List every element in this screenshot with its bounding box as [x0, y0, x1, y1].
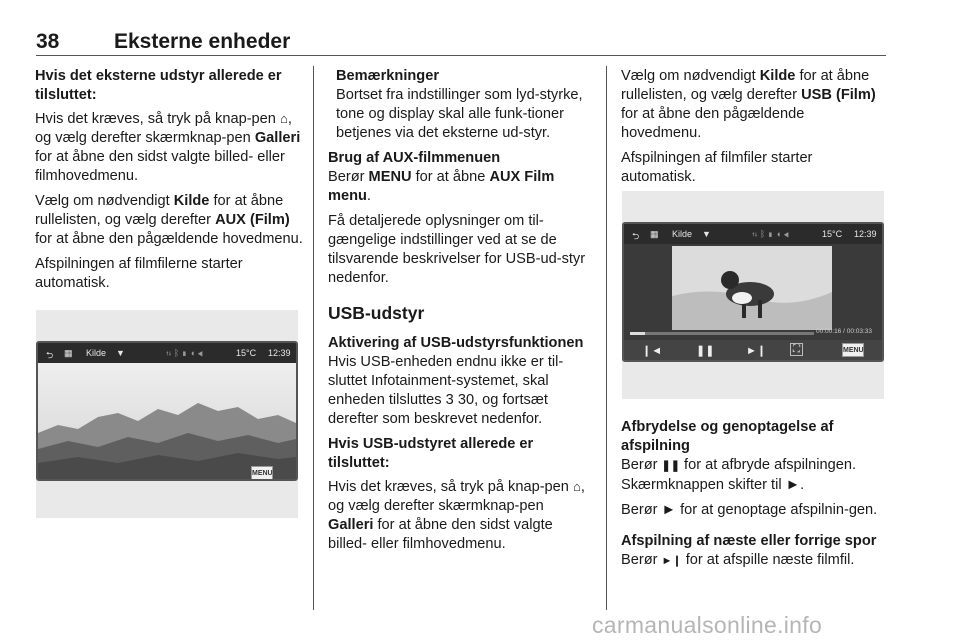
paragraph: Berør ►❙ for at afspille næste filmfil. — [621, 552, 855, 568]
temperature: 15°C — [236, 348, 257, 358]
status-icons: ⇅ ᛒ ▮ ◖ ◀ — [752, 229, 790, 239]
menu-button[interactable]: MENU — [842, 343, 864, 357]
clock: 12:39 — [268, 348, 291, 358]
note-box — [328, 67, 593, 143]
next-track-icon[interactable]: ►❙ — [746, 345, 767, 357]
paragraph: Vælg om nødvendigt Kilde for at åbne rullelisten, og vælg derefter AUX (Film) for at åbne den pågældende hovedmenu. — [35, 193, 303, 247]
section-heading: Afspilning af næste eller forrige spor — [621, 533, 877, 549]
note-text: Bortset fra indstillinger som lyd-styrke, tone og display skal alle funk-tioner betjenes via det eksterne ud-styr. — [336, 87, 583, 141]
clock: 12:39 — [854, 229, 877, 239]
mountain-image — [38, 363, 296, 481]
home-icon: ⌂ — [279, 111, 288, 126]
gallery-icon[interactable]: ▦ — [650, 229, 659, 239]
page-header — [36, 30, 886, 56]
play-icon: ► — [661, 502, 676, 518]
header-divider — [36, 55, 886, 56]
aux-screen-figure — [36, 310, 298, 518]
section-heading: Brug af AUX-filmmenuen — [328, 150, 501, 166]
paragraph: Hvis det kræves, så tryk på knap-pen ⌂, og vælg derefter skærmknap-pen Galleri for at åbne den sidst valgte billed- eller filmhovedmenu. — [35, 111, 301, 184]
status-bar — [38, 343, 296, 363]
page-reference[interactable]: 3 30 — [445, 392, 475, 408]
source-dropdown-label[interactable]: Kilde — [672, 229, 693, 239]
note-title: Bemærkninger — [336, 68, 439, 84]
next-track-icon: ►❙ — [661, 555, 682, 567]
column-3-lower — [621, 418, 887, 577]
section-heading: Hvis det eksterne udstyr allerede er tilsluttet: — [35, 68, 282, 103]
column-1 — [35, 67, 303, 299]
gallery-icon[interactable]: ▦ — [64, 348, 73, 358]
back-icon[interactable]: ⮌ — [46, 350, 54, 360]
playback-controls — [624, 340, 882, 362]
infotainment-screen — [622, 222, 884, 362]
back-icon[interactable]: ⮌ — [632, 231, 640, 241]
column-2 — [328, 67, 593, 560]
section-heading: Hvis USB-udstyret allerede er tilsluttet: — [328, 436, 534, 471]
paragraph: Få detaljerede oplysninger om til-gængelige indstillinger ved at se de tilsvarende beskrivelser for USB-ud-styr nedenfor. — [328, 213, 586, 286]
paragraph: Vælg om nødvendigt Kilde for at åbne rullelisten, og vælg derefter USB (Film) for at åbne den pågældende hovedmenu. — [621, 68, 876, 141]
dog-video-frame — [672, 246, 832, 330]
menu-button[interactable]: MENU — [251, 466, 273, 480]
section-heading: Aktivering af USB-udstyrsfunktionen — [328, 335, 584, 351]
progress-track[interactable] — [630, 332, 814, 335]
temperature: 15°C — [822, 229, 843, 239]
paragraph: Afspilningen af filmfiler starter automatisk. — [621, 150, 813, 185]
paragraph: Hvis USB-enheden endnu ikke er til-sluttet Infotainment-systemet, skal enheden tilsluttes 3 30, og fortsæt derefter som beskrevet nedenfor. — [328, 354, 564, 427]
column-divider-1 — [313, 66, 314, 610]
infotainment-screen — [36, 341, 298, 481]
status-icons: ⇅ ᛒ ▮ ◖ ◀ — [166, 348, 204, 358]
usb-screen-figure — [622, 191, 884, 399]
play-icon: ► — [785, 477, 801, 493]
column-divider-2 — [606, 66, 607, 610]
elapsed-time: 00:00:16 / 00:03:33 — [816, 328, 873, 335]
source-dropdown-label[interactable]: Kilde — [86, 348, 107, 358]
paragraph: Afspilningen af filmfilerne starter automatisk. — [35, 256, 243, 291]
paragraph: Hvis det kræves, så tryk på knap-pen ⌂, og vælg derefter skærmknap-pen Galleri for at åbne den sidst valgte billed- eller filmhovedmenu. — [328, 479, 585, 552]
pause-icon: ❚❚ — [661, 460, 680, 472]
watermark: carmanualsonline.info — [592, 612, 823, 638]
fullscreen-icon[interactable]: ⛶ — [790, 343, 803, 356]
section-heading: Afbrydelse og genoptagelse af afspilning — [621, 419, 834, 454]
chevron-down-icon[interactable]: ▼ — [116, 348, 125, 358]
paragraph: Berør MENU for at åbne AUX Film menu. — [328, 169, 555, 204]
column-3 — [621, 67, 887, 193]
paragraph: Berør ► for at genoptage afspilnin-gen. — [621, 502, 878, 518]
page-title: Eksterne enheder — [114, 30, 291, 53]
status-bar — [624, 224, 882, 244]
page-number: 38 — [36, 30, 60, 53]
progress-fill — [630, 332, 645, 335]
home-icon: ⌂ — [572, 479, 581, 494]
chevron-down-icon[interactable]: ▼ — [702, 229, 711, 239]
section-title: USB-udstyr — [328, 303, 425, 323]
pause-icon[interactable]: ❚❚ — [696, 345, 715, 357]
paragraph: Berør ❚❚ for at afbryde afspilningen. Skærmknappen skifter til ►. — [621, 457, 857, 493]
previous-track-icon[interactable]: ❙◄ — [642, 345, 663, 357]
